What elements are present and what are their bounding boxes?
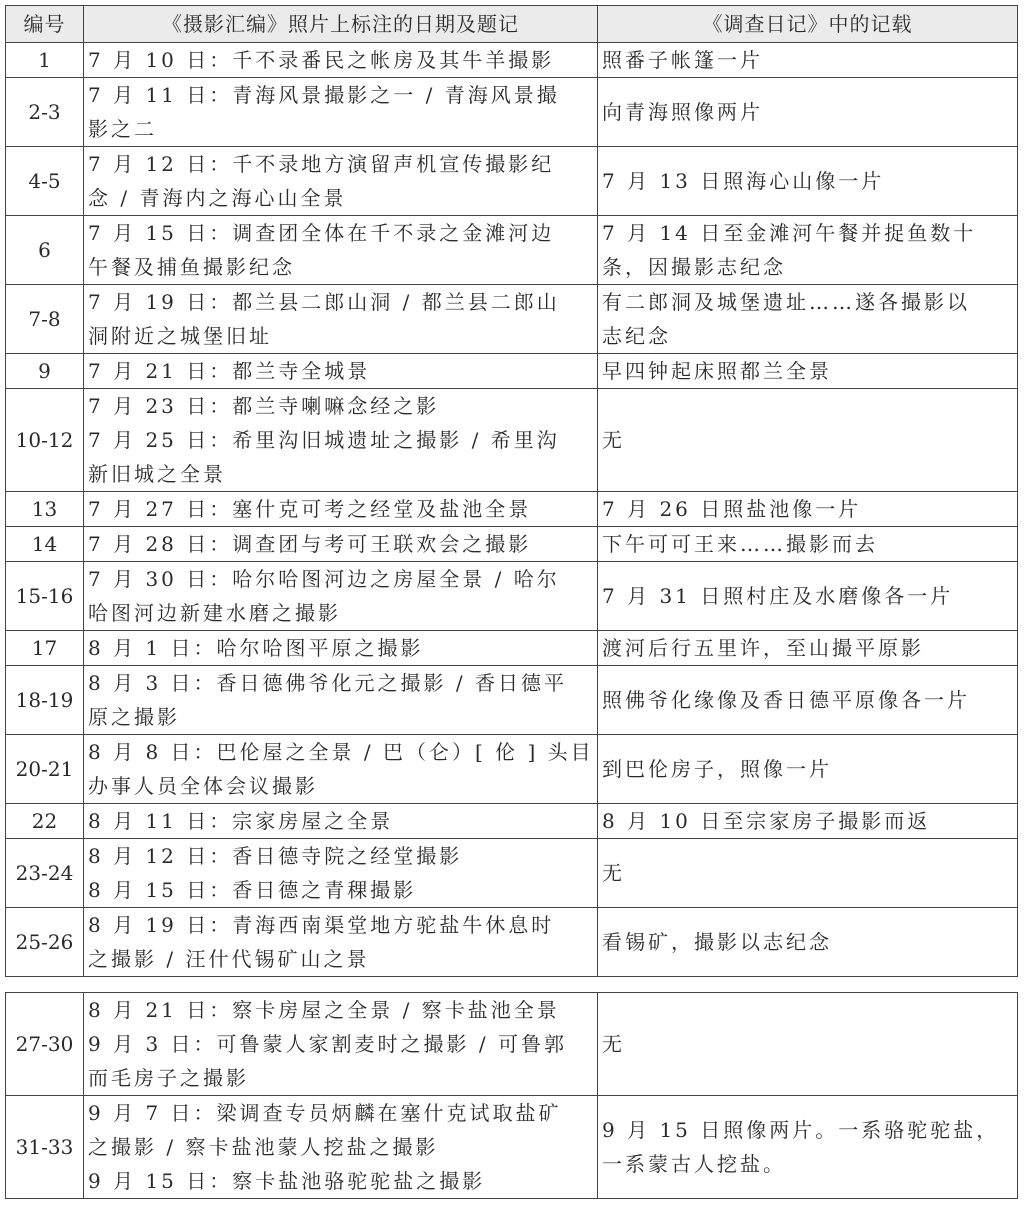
photo-number-cell: 2-3 bbox=[6, 78, 84, 147]
diary-line: 有二郎洞及城堡遗址……遂各撮影以 bbox=[602, 290, 970, 314]
caption-line: 7 月 30 日：哈尔哈图河边之房屋全景 / 哈尔 bbox=[88, 567, 560, 591]
caption-line: 原之撮影 bbox=[88, 705, 180, 729]
diary-cell bbox=[598, 1096, 1018, 1199]
caption-line: 7 月 25 日：希里沟旧城遗址之撮影 / 希里沟 bbox=[88, 428, 560, 452]
caption-line: 新旧城之全景 bbox=[88, 462, 226, 486]
diary-line: 看锡矿，撮影以志纪念 bbox=[602, 930, 832, 954]
caption-line: 之撮影 / 察卡盐池蒙人挖盐之撮影 bbox=[88, 1135, 439, 1159]
photo-number-cell: 31-33 bbox=[6, 1096, 84, 1199]
diary-cell bbox=[598, 735, 1018, 804]
table-row bbox=[6, 1096, 1018, 1199]
caption-cell bbox=[84, 735, 598, 804]
table-row bbox=[6, 43, 1018, 78]
table-row bbox=[6, 666, 1018, 735]
caption-line: 9 月 3 日：可鲁蒙人家割麦时之撮影 / 可鲁郭 bbox=[88, 1032, 567, 1056]
table-row bbox=[6, 839, 1018, 908]
table-row bbox=[6, 735, 1018, 804]
photo-number-cell: 17 bbox=[6, 631, 84, 666]
caption-line: 洞附近之城堡旧址 bbox=[88, 324, 272, 348]
diary-line: 渡河后行五里许，至山撮平原影 bbox=[602, 636, 924, 660]
caption-line: 哈图河边新建水磨之撮影 bbox=[88, 601, 341, 625]
diary-line: 无 bbox=[602, 428, 625, 452]
caption-cell bbox=[84, 908, 598, 977]
caption-cell bbox=[84, 43, 598, 78]
table-body bbox=[6, 43, 1018, 977]
photo-number-cell: 20-21 bbox=[6, 735, 84, 804]
photo-number-cell: 9 bbox=[6, 354, 84, 389]
caption-cell bbox=[84, 78, 598, 147]
photo-record-table bbox=[5, 5, 1018, 977]
caption-line: 8 月 11 日：宗家房屋之全景 bbox=[88, 809, 394, 833]
diary-line: 照佛爷化缘像及香日德平原像各一片 bbox=[602, 688, 970, 712]
photo-record-table-continued bbox=[5, 992, 1018, 1199]
diary-cell bbox=[598, 389, 1018, 492]
caption-line: 9 月 7 日：梁调查专员炳麟在塞什克试取盐矿 bbox=[88, 1101, 562, 1125]
header-number: 编号 bbox=[6, 6, 84, 43]
diary-cell bbox=[598, 354, 1018, 389]
caption-cell bbox=[84, 993, 598, 1096]
table-row bbox=[6, 804, 1018, 839]
table-row bbox=[6, 216, 1018, 285]
photo-number-cell: 22 bbox=[6, 804, 84, 839]
header-row bbox=[6, 6, 1018, 43]
table-row bbox=[6, 908, 1018, 977]
diary-cell bbox=[598, 527, 1018, 562]
caption-line: 办事人员全体会议撮影 bbox=[88, 774, 318, 798]
caption-cell bbox=[84, 147, 598, 216]
caption-line: 午餐及捕鱼撮影纪念 bbox=[88, 255, 295, 279]
caption-line: 7 月 19 日：都兰县二郎山洞 / 都兰县二郎山 bbox=[88, 290, 560, 314]
photo-number-cell: 14 bbox=[6, 527, 84, 562]
table-row bbox=[6, 285, 1018, 354]
caption-line: 7 月 15 日：调查团全体在千不录之金滩河边 bbox=[88, 221, 555, 245]
table-row bbox=[6, 562, 1018, 631]
caption-line: 7 月 28 日：调查团与考可王联欢会之撮影 bbox=[88, 532, 532, 556]
diary-cell bbox=[598, 804, 1018, 839]
caption-line: 而毛房子之撮影 bbox=[88, 1066, 249, 1090]
table-row bbox=[6, 389, 1018, 492]
diary-cell bbox=[598, 908, 1018, 977]
photo-number-cell: 6 bbox=[6, 216, 84, 285]
table-row bbox=[6, 492, 1018, 527]
photo-number-cell: 27-30 bbox=[6, 993, 84, 1096]
table-row bbox=[6, 527, 1018, 562]
caption-line: 之撮影 / 汪什代锡矿山之景 bbox=[88, 947, 370, 971]
caption-line: 8 月 12 日：香日德寺院之经堂撮影 bbox=[88, 844, 463, 868]
diary-cell bbox=[598, 993, 1018, 1096]
photo-number-cell: 18-19 bbox=[6, 666, 84, 735]
diary-line: 无 bbox=[602, 861, 625, 885]
caption-line: 7 月 21 日：都兰寺全城景 bbox=[88, 359, 371, 383]
caption-line: 念 / 青海内之海心山全景 bbox=[88, 186, 347, 210]
caption-cell bbox=[84, 527, 598, 562]
caption-cell bbox=[84, 666, 598, 735]
photo-number-cell: 10-12 bbox=[6, 389, 84, 492]
caption-line: 8 月 15 日：香日德之青稞撮影 bbox=[88, 878, 417, 902]
table-row bbox=[6, 631, 1018, 666]
diary-cell bbox=[598, 492, 1018, 527]
table-row bbox=[6, 78, 1018, 147]
diary-line: 志纪念 bbox=[602, 324, 671, 348]
diary-cell bbox=[598, 78, 1018, 147]
caption-cell bbox=[84, 354, 598, 389]
caption-line: 7 月 27 日：塞什克可考之经堂及盐池全景 bbox=[88, 497, 532, 521]
photo-number-cell: 23-24 bbox=[6, 839, 84, 908]
caption-line: 7 月 23 日：都兰寺喇嘛念经之影 bbox=[88, 394, 440, 418]
caption-line: 8 月 8 日：巴伦屋之全景 / 巴（仑）[ 伦 ] 头目 bbox=[88, 740, 594, 764]
caption-line: 7 月 12 日：千不录地方演留声机宣传撮影纪 bbox=[88, 152, 555, 176]
diary-line: 7 月 26 日照盐池像一片 bbox=[602, 497, 862, 521]
table-row bbox=[6, 354, 1018, 389]
diary-cell bbox=[598, 562, 1018, 631]
table-body-continued bbox=[6, 993, 1018, 1199]
photo-number-cell: 15-16 bbox=[6, 562, 84, 631]
caption-line: 8 月 1 日：哈尔哈图平原之撮影 bbox=[88, 636, 424, 660]
diary-cell bbox=[598, 216, 1018, 285]
header-caption: 《摄影汇编》照片上标注的日期及题记 bbox=[84, 6, 598, 43]
diary-line: 无 bbox=[602, 1032, 625, 1056]
table-row bbox=[6, 147, 1018, 216]
diary-line: 条，因撮影志纪念 bbox=[602, 255, 786, 279]
caption-cell bbox=[84, 839, 598, 908]
caption-line: 9 月 15 日：察卡盐池骆驼驼盐之撮影 bbox=[88, 1169, 486, 1193]
caption-line: 7 月 11 日：青海风景撮影之一 / 青海风景撮 bbox=[88, 83, 560, 107]
diary-line: 7 月 14 日至金滩河午餐并捉鱼数十 bbox=[602, 221, 977, 245]
caption-cell bbox=[84, 389, 598, 492]
caption-line: 8 月 21 日：察卡房屋之全景 / 察卡盐池全景 bbox=[88, 998, 560, 1022]
photo-number-cell: 25-26 bbox=[6, 908, 84, 977]
diary-cell bbox=[598, 839, 1018, 908]
diary-line: 9 月 15 日照像两片。一系骆驼驼盐， bbox=[602, 1118, 1000, 1142]
diary-line: 早四钟起床照都兰全景 bbox=[602, 359, 832, 383]
caption-cell bbox=[84, 804, 598, 839]
photo-number-cell: 1 bbox=[6, 43, 84, 78]
diary-line: 照番子帐篷一片 bbox=[602, 48, 763, 72]
caption-line: 7 月 10 日：千不录番民之帐房及其牛羊撮影 bbox=[88, 48, 555, 72]
diary-line: 7 月 31 日照村庄及水磨像各一片 bbox=[602, 584, 954, 608]
diary-line: 下午可可王来……撮影而去 bbox=[602, 532, 878, 556]
caption-cell bbox=[84, 631, 598, 666]
table-row bbox=[6, 993, 1018, 1096]
photo-number-cell: 13 bbox=[6, 492, 84, 527]
caption-line: 8 月 3 日：香日德佛爷化元之撮影 / 香日德平 bbox=[88, 671, 567, 695]
diary-line: 到巴伦房子，照像一片 bbox=[602, 757, 832, 781]
diary-line: 8 月 10 日至宗家房子撮影而返 bbox=[602, 809, 931, 833]
diary-cell bbox=[598, 285, 1018, 354]
caption-cell bbox=[84, 216, 598, 285]
diary-cell bbox=[598, 147, 1018, 216]
diary-line: 7 月 13 日照海心山像一片 bbox=[602, 169, 885, 193]
diary-line: 向青海照像两片 bbox=[602, 100, 763, 124]
caption-line: 8 月 19 日：青海西南渠堂地方驼盐牛休息时 bbox=[88, 913, 555, 937]
diary-cell bbox=[598, 631, 1018, 666]
caption-cell bbox=[84, 562, 598, 631]
caption-cell bbox=[84, 1096, 598, 1199]
header-diary: 《调查日记》中的记载 bbox=[598, 6, 1018, 43]
photo-number-cell: 4-5 bbox=[6, 147, 84, 216]
diary-cell bbox=[598, 43, 1018, 78]
caption-cell bbox=[84, 492, 598, 527]
diary-line: 一系蒙古人挖盐。 bbox=[602, 1152, 786, 1176]
caption-cell bbox=[84, 285, 598, 354]
diary-cell bbox=[598, 666, 1018, 735]
caption-line: 影之二 bbox=[88, 117, 157, 141]
photo-number-cell: 7-8 bbox=[6, 285, 84, 354]
